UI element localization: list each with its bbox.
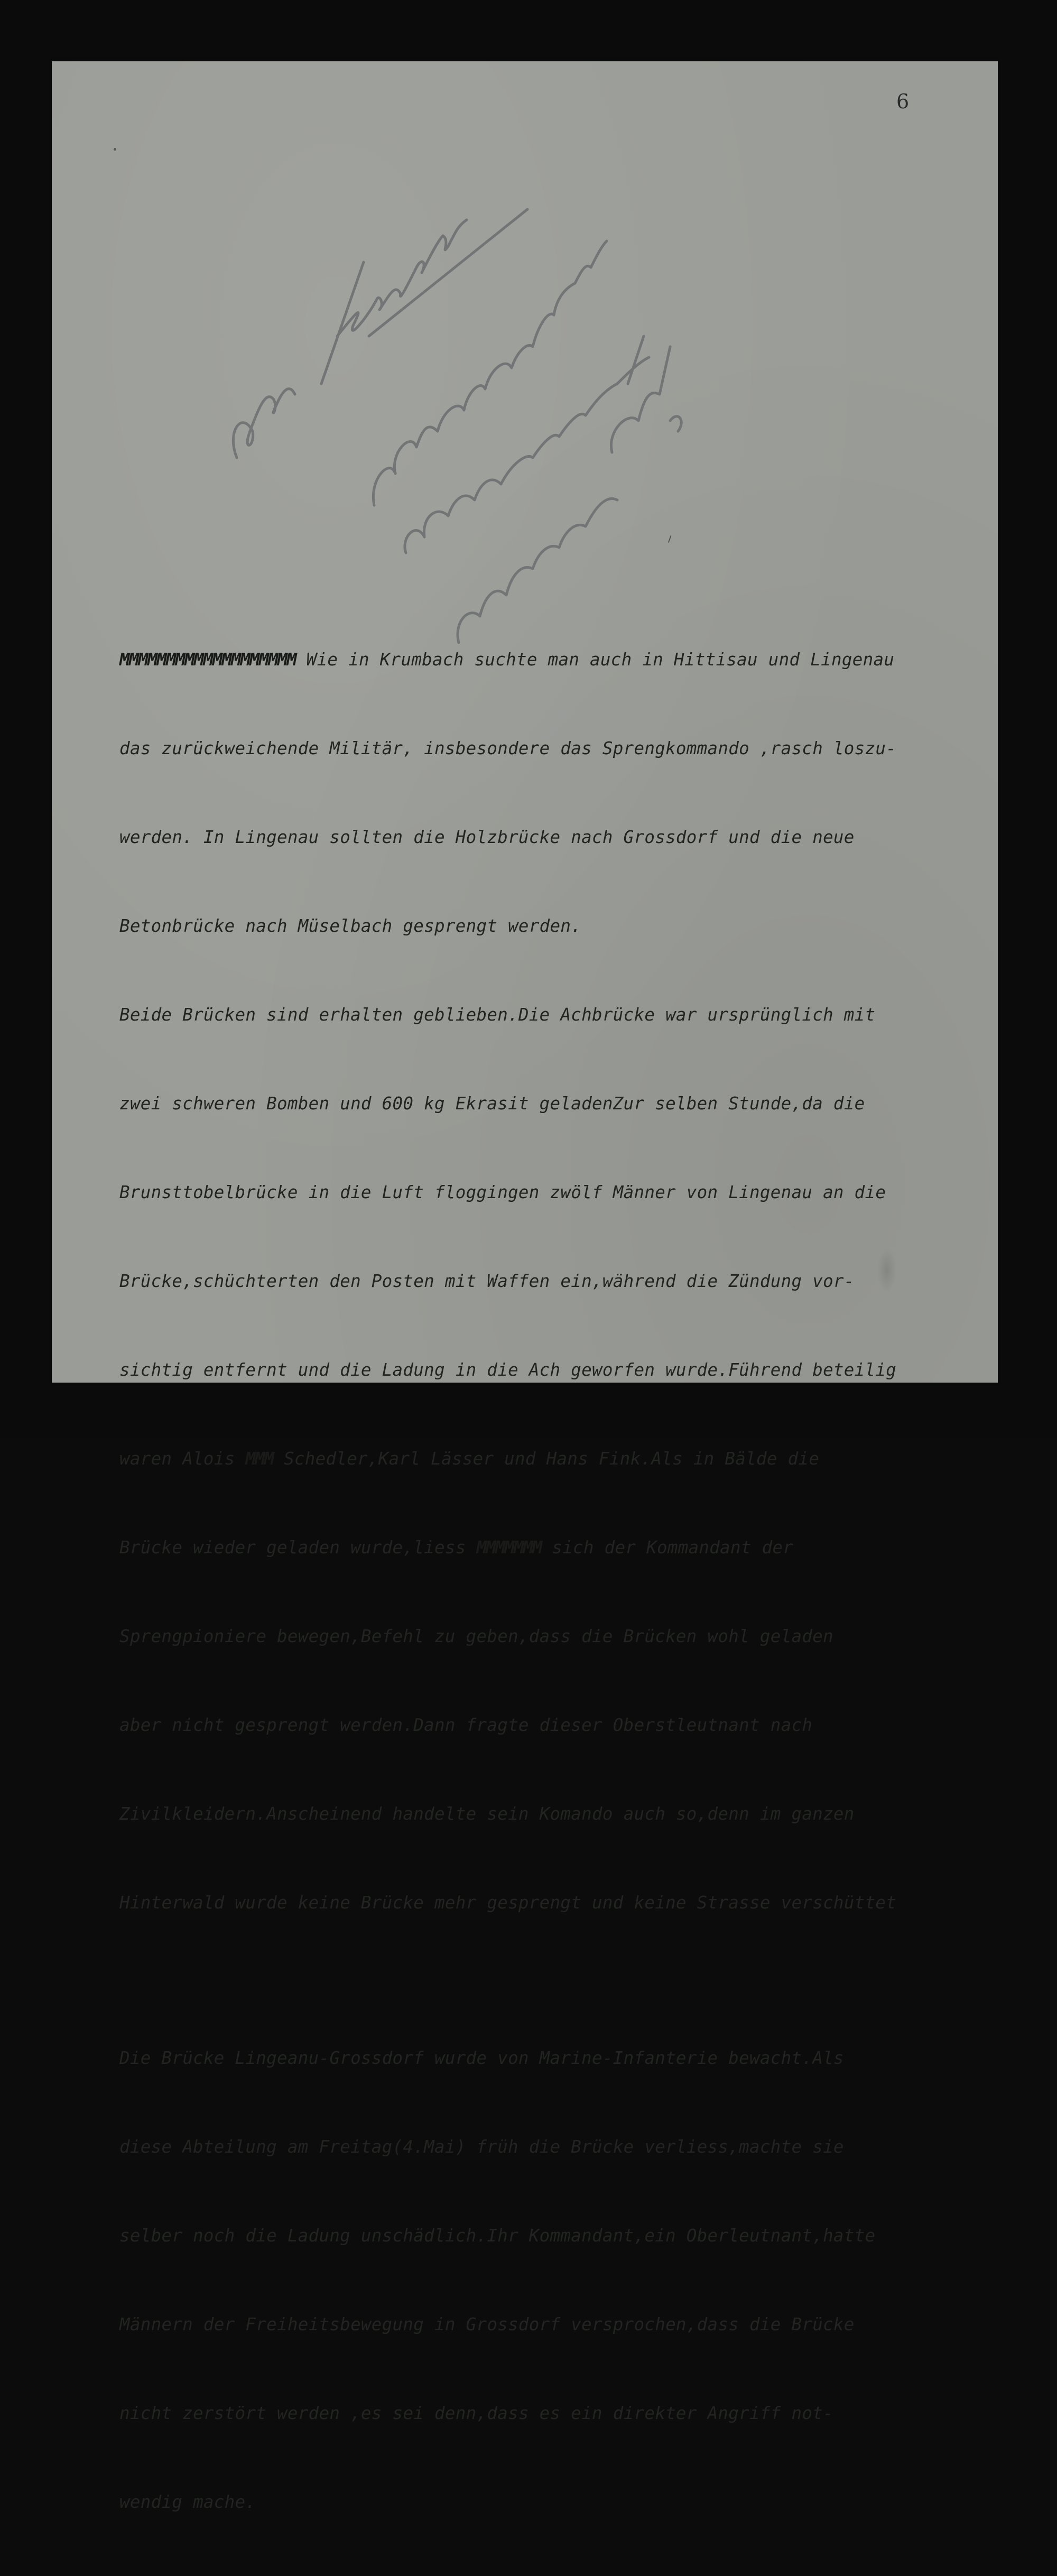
text-line [119, 1444, 991, 1474]
text-line: werden. In Lingenau sollten die Holzbrücke nach Grossdorf und die neue [119, 827, 855, 847]
text-line: Brücke,schüchterten den Posten mit Waffen ein,während die Zündung vor- [119, 1271, 855, 1291]
text-line: nicht zerstört werden ,es sei denn,dass es ein direkter Angriff not- [119, 2403, 833, 2423]
line-text: Wie in Krumbach suchte man auch in Hittisau und Lingenau [295, 650, 895, 670]
text-line: Zivilkleidern.Anscheinend handelte sein Komando auch so,denn im ganzen [119, 1804, 855, 1824]
text-line: Sprengpioniere bewegen,Befehl zu geben,dass die Brücken wohl geladen [119, 1626, 833, 1646]
text-line: Brunsttobelbrücke in die Luft floggingen zwölf Männer von Lingenau an die [119, 1182, 886, 1202]
text-line: selber noch die Ladung unschädlich.Ihr Kommandant,ein Oberleutnant,hatte [119, 2226, 876, 2246]
text-line: Betonbrücke nach Müselbach gesprengt werden. [119, 916, 582, 936]
document-page [52, 61, 998, 2512]
line-text: Schedler,Karl Lässer und Hans Fink.Als in Bälde die [273, 1449, 820, 1469]
line-text: Brücke wieder geladen wurde,liess [119, 1537, 477, 1558]
text-line: zwei schweren Bomben und 600 kg Ekrasit geladenZur selben Stunde,da die [119, 1094, 865, 1114]
text-line: wendig mache. [119, 2492, 256, 2512]
text-line: das zurückweichende Militär, insbesondere das Sprengkommando ,rasch loszu- [119, 738, 897, 758]
struck-out-text: MMMMMMM [476, 1537, 542, 1558]
text-line: Beide Brücken sind erhalten geblieben.Die Achbrücke war ursprünglich mit [119, 1005, 876, 1025]
text-line: Männern der Freiheitsbewegung in Grossdorf versprochen,dass die Brücke [119, 2314, 855, 2334]
text-line [119, 1533, 991, 1562]
struck-out-text: MMM [245, 1449, 274, 1469]
handwriting-svg [163, 135, 691, 611]
text-line: Hinterwald wurde keine Brücke mehr gesprengt und keine Strasse verschüttet [119, 1893, 897, 1913]
line-text: waren Alois [119, 1449, 246, 1469]
struck-out-text: MMMMMMMMMMMMMMMMMMM [119, 650, 296, 670]
paragraph-1 [119, 586, 991, 1977]
text-line: aber nicht gesprengt werden.Dann fragte dieser Oberstleutnant nach [119, 1715, 813, 1735]
text-line: diese Abteilung am Freitag(4.Mai) früh die Brücke verliess,machte sie [119, 2137, 844, 2157]
handwritten-annotation [163, 135, 691, 611]
line-text: sich der Kommandant der [541, 1537, 794, 1558]
paper-speck [114, 148, 116, 151]
page-number: 6 [896, 90, 910, 113]
typed-body [119, 586, 991, 2576]
text-line: sichtig entfernt und die Ladung in die Ach geworfen wurde.Führend beteilig [119, 1360, 897, 1380]
paper-stain [877, 1248, 896, 1292]
text-line: Die Brücke Lingeanu-Grossdorf wurde von Marine-Infanterie bewacht.Als [119, 2048, 844, 2068]
paragraph-2 [119, 1984, 991, 2576]
text-line [119, 645, 991, 674]
